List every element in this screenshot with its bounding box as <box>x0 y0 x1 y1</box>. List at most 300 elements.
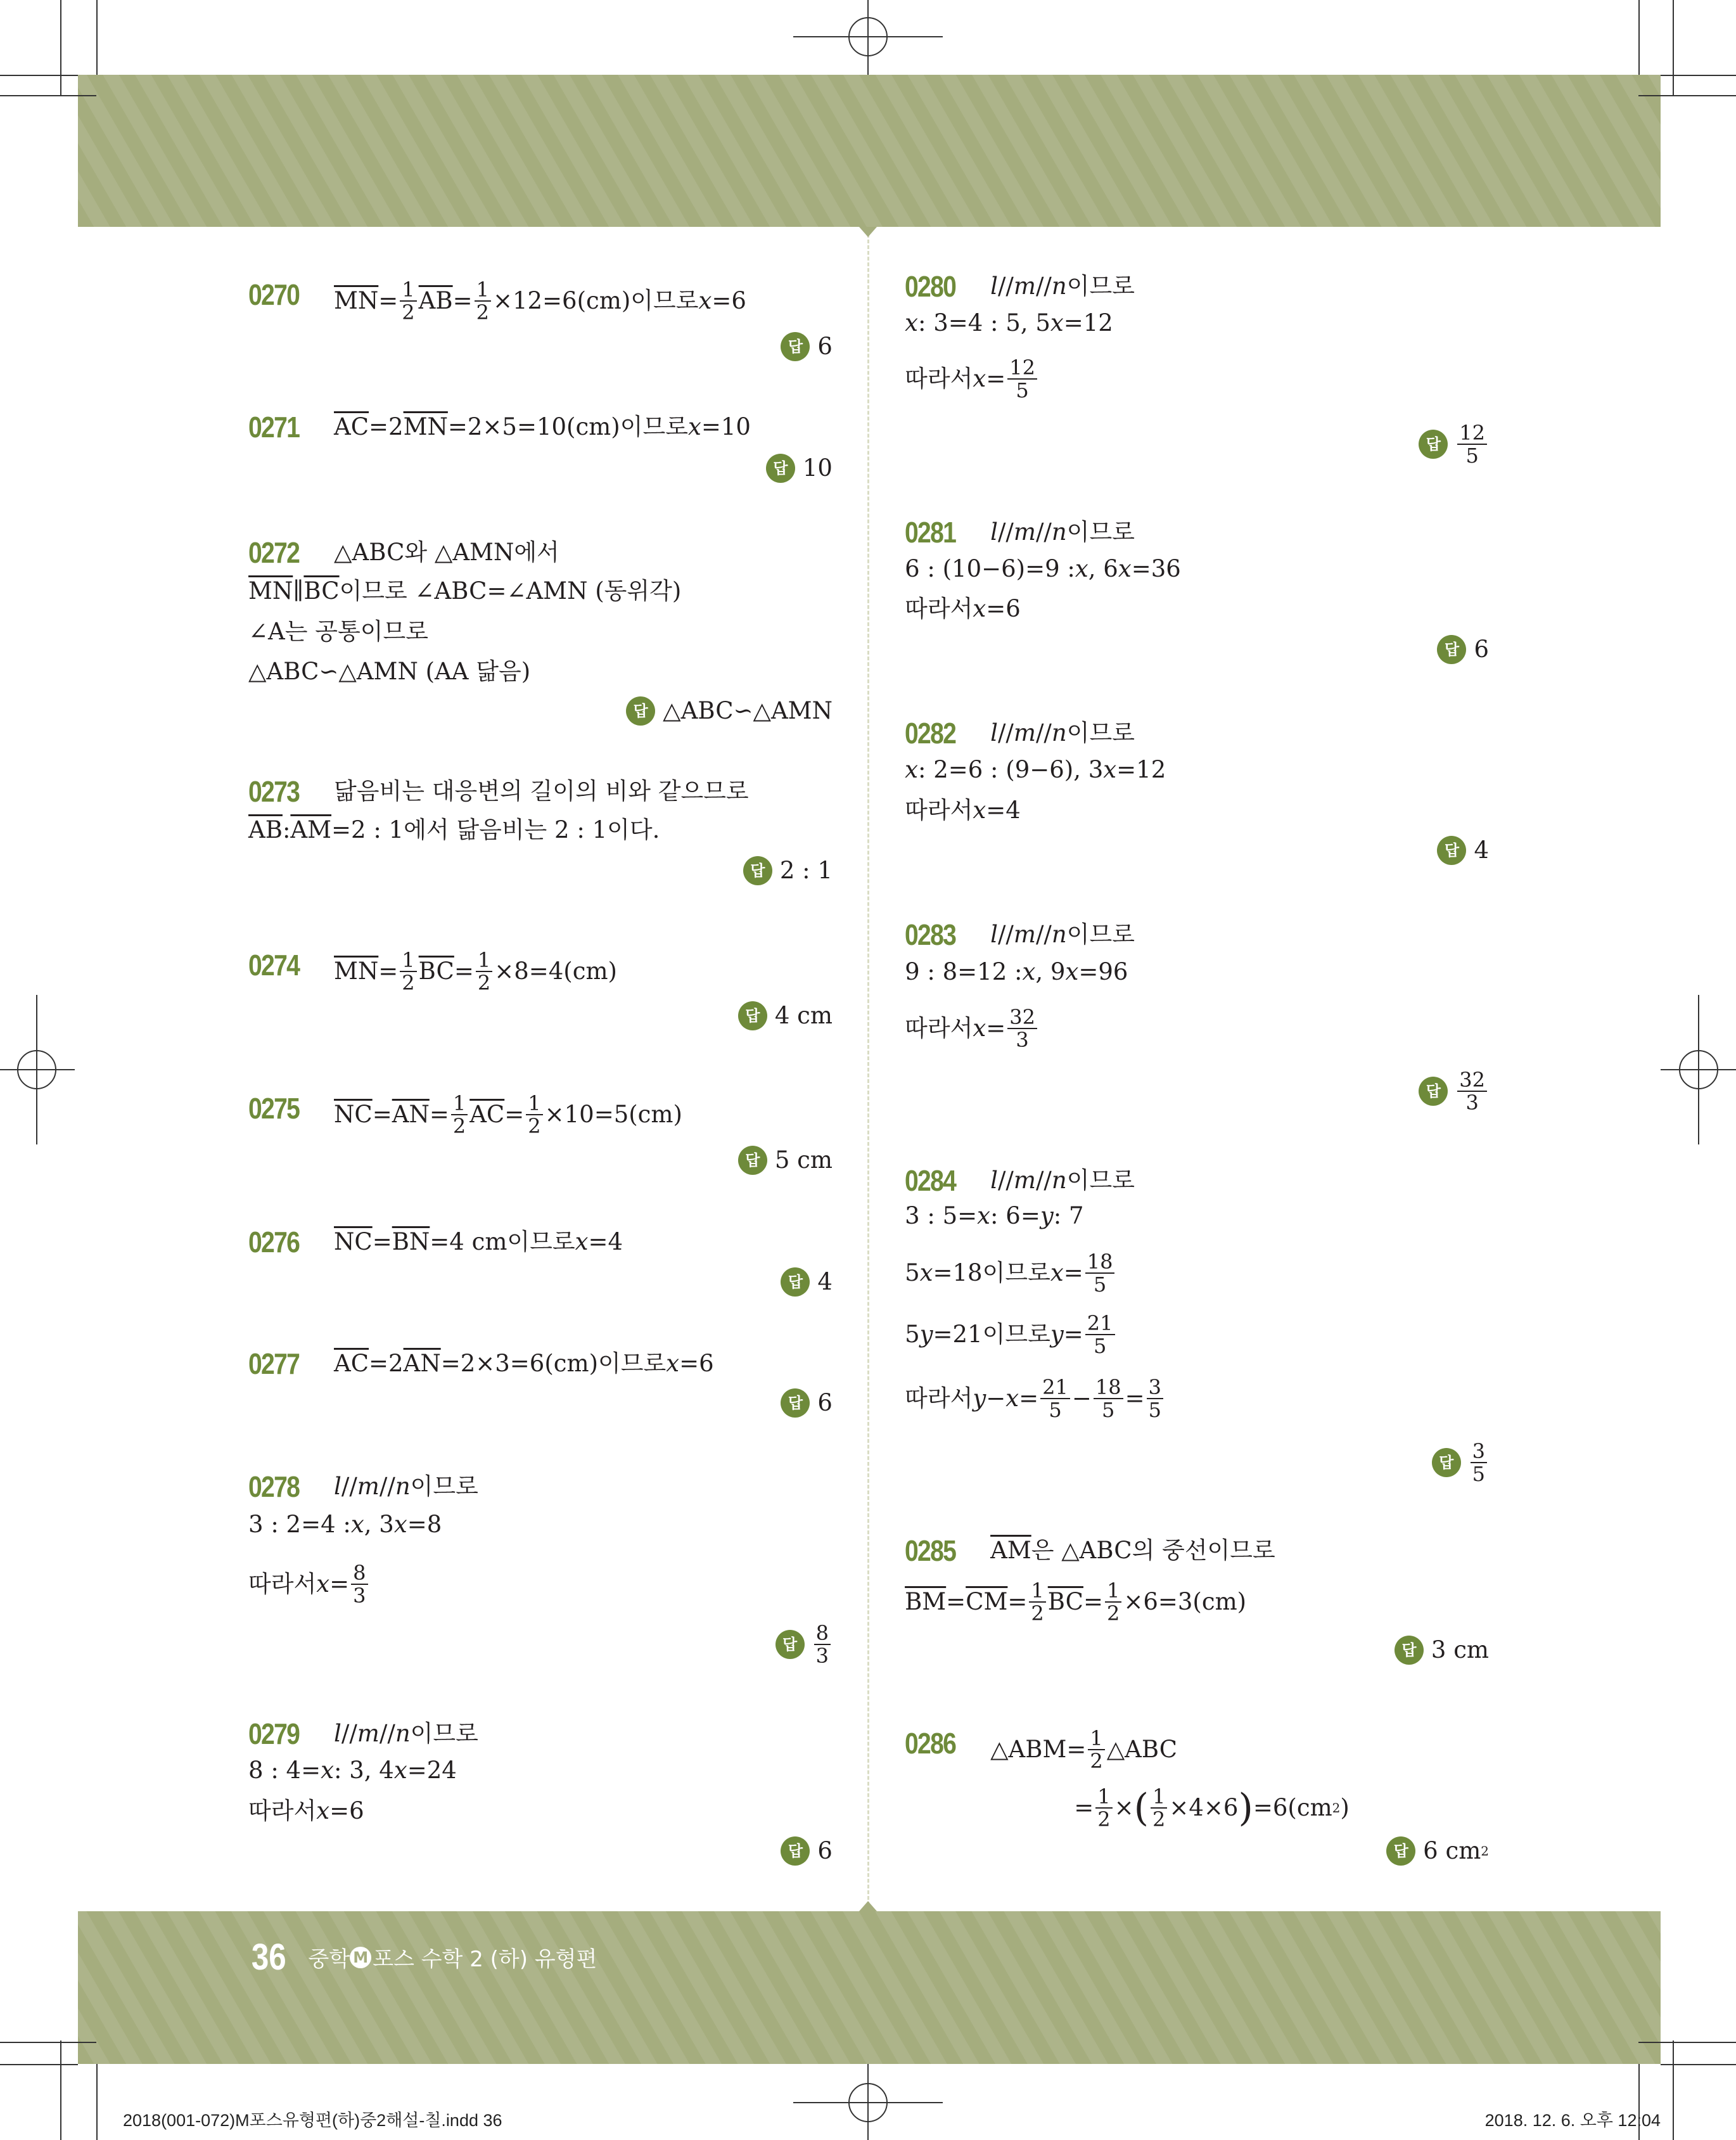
header-band <box>78 75 1661 227</box>
crop-mark <box>1661 75 1736 76</box>
segment-label: $\overline{AB}$ <box>418 287 453 315</box>
text-run: = <box>372 1228 392 1256</box>
segment-label: $\overline{AC}$ <box>469 1101 505 1129</box>
answer <box>1437 634 1489 665</box>
divider-notch-bottom <box>859 1901 877 1911</box>
text-run: 5 <box>905 1259 920 1286</box>
problem-number: 0272 <box>248 536 300 570</box>
variable: x <box>905 755 918 783</box>
variable: x <box>687 413 701 441</box>
solution-line <box>248 814 660 846</box>
text-run: 이므로 <box>1066 1167 1135 1195</box>
variable: l <box>990 719 998 746</box>
text-run: 이므로 <box>1066 518 1135 546</box>
denominator: 2 <box>528 1114 541 1139</box>
answer <box>1437 835 1489 866</box>
footer-title-pre: 중학 <box>308 1947 350 1972</box>
numerator: 1 <box>526 1092 542 1115</box>
text-run: 따라서 <box>905 797 973 824</box>
fraction <box>1094 1376 1123 1421</box>
fraction <box>1029 1580 1045 1624</box>
text-run: 이므로 <box>1066 719 1135 746</box>
text-run: =2×5=10(cm)이므로 <box>447 413 688 441</box>
problem-number: 0273 <box>248 775 300 809</box>
registration-circle <box>17 1050 56 1089</box>
answer-badge-icon: 답 <box>1437 836 1466 865</box>
denominator: 5 <box>1016 378 1029 403</box>
crop-mark <box>0 95 96 96</box>
solution-line <box>990 1165 1135 1196</box>
text-run: 4 cm <box>774 1001 833 1029</box>
text-run: △ABC∽△AMN (AA 닮음) <box>248 657 531 685</box>
variable: x <box>698 287 712 315</box>
segment-label: $\overline{AM}$ <box>990 1536 1031 1564</box>
solution-line <box>990 717 1135 749</box>
text-run: 8 : 4= <box>248 1756 321 1784</box>
numerator: 1 <box>1029 1580 1045 1603</box>
text-run: : <box>282 816 291 843</box>
answer <box>766 452 833 484</box>
crop-mark <box>0 2042 96 2043</box>
fraction <box>400 949 416 994</box>
text-run: − <box>1071 1385 1092 1413</box>
registration-circle <box>848 2083 888 2122</box>
solution-line <box>905 307 1113 339</box>
text-run: = <box>429 1101 449 1129</box>
text-run: , 3 <box>364 1511 394 1539</box>
variable: n <box>395 1719 411 1747</box>
numerator: 1 <box>400 949 416 972</box>
text-run: ×10=5(cm) <box>544 1101 682 1129</box>
variable: m <box>1013 1167 1036 1195</box>
text-run: 5 <box>905 1320 920 1348</box>
variable: x <box>575 1228 589 1256</box>
variable: l <box>990 921 998 949</box>
numerator: 12 <box>1457 422 1487 445</box>
denominator: 5 <box>1472 1462 1486 1487</box>
answer-badge-icon: 답 <box>738 1146 767 1175</box>
fraction <box>476 949 492 994</box>
solution-line <box>905 1312 1116 1357</box>
solution-line <box>334 411 751 443</box>
numerator: 1 <box>475 279 491 302</box>
slug-filename: 2018(001-072)M포스유형편(하)중2해설-칠.indd 36 <box>123 2111 502 2130</box>
text-run: 은 △ABC의 중선이므로 <box>1031 1536 1275 1564</box>
text-run: =12 <box>1063 309 1113 337</box>
problem-number: 0279 <box>248 1717 300 1750</box>
segment-label: $\overline{MN}$ <box>403 413 448 441</box>
solution-line <box>334 776 749 807</box>
variable: n <box>1051 272 1067 300</box>
variable: x <box>316 1570 330 1598</box>
fraction <box>451 1092 468 1137</box>
text-run: 2 : 1 <box>779 857 833 885</box>
text-run: =2 : 1에서 닮음비는 2 : 1이다. <box>331 816 660 843</box>
variable: l <box>990 1167 998 1195</box>
text-run: 3 : 5= <box>905 1202 978 1230</box>
text-run: // <box>997 1167 1014 1195</box>
answer <box>781 331 833 362</box>
problem-number: 0284 <box>905 1164 956 1198</box>
text-run: =2 <box>369 1349 404 1377</box>
text-run: = <box>452 287 473 315</box>
variable: x <box>977 1202 991 1230</box>
text-run: = <box>378 957 399 985</box>
fraction <box>1007 357 1037 401</box>
text-run: × <box>1114 1794 1134 1822</box>
crop-mark <box>96 0 98 75</box>
solution-line <box>248 1562 369 1606</box>
variable: x <box>350 1511 364 1539</box>
solution-line <box>248 656 530 688</box>
registration-circle <box>1679 1050 1718 1089</box>
segment-label: $\overline{MN}$ <box>334 957 379 985</box>
answer <box>1386 1835 1489 1867</box>
text-run: 이므로 <box>1066 272 1135 300</box>
answer-badge-icon: 답 <box>626 696 655 726</box>
variable: l <box>990 518 998 546</box>
variable: y <box>919 1320 933 1348</box>
problem-number: 0286 <box>905 1726 956 1760</box>
segment-label: $\overline{AN}$ <box>403 1349 441 1377</box>
text-run: △ABC와 △AMN에서 <box>334 539 559 567</box>
solution-line <box>990 271 1135 302</box>
solution-line <box>990 1727 1177 1772</box>
text-run: 6 <box>1474 636 1490 663</box>
fraction <box>1095 1786 1112 1830</box>
text-run: 따라서 <box>905 1015 973 1042</box>
variable: m <box>357 1719 380 1747</box>
variable: x <box>1075 555 1088 583</box>
problem-number: 0285 <box>905 1534 956 1567</box>
text-run: : 3=4 : 5, 5 <box>917 309 1050 337</box>
segment-label: $\overline{BC}$ <box>303 577 340 605</box>
variable: n <box>1051 518 1067 546</box>
segment-label: $\overline{CM}$ <box>966 1588 1008 1616</box>
problem-number: 0270 <box>248 278 300 312</box>
text-run: =6 <box>329 1797 364 1825</box>
text-run: ∠A는 공통이므로 <box>248 618 428 646</box>
numerator: 21 <box>1040 1376 1070 1399</box>
text-run: = <box>986 1015 1006 1042</box>
text-run: 4 <box>817 1267 833 1295</box>
solution-line <box>334 537 559 568</box>
answer-badge-icon: 답 <box>738 1001 767 1030</box>
numerator: 1 <box>1105 1580 1121 1603</box>
text-run: △ABM= <box>990 1735 1087 1763</box>
text-run: // <box>1035 272 1052 300</box>
fraction <box>1457 1069 1487 1113</box>
fraction <box>1007 1006 1037 1051</box>
text-run: // <box>379 1472 395 1500</box>
numerator: 1 <box>400 279 416 302</box>
numerator: 32 <box>1007 1006 1037 1029</box>
text-run: 이므로 ∠ABC=∠AMN (동위각) <box>339 577 682 605</box>
problem-number: 0280 <box>905 270 956 304</box>
segment-label: $\overline{AM}$ <box>290 816 332 843</box>
denominator: 5 <box>1093 1333 1107 1358</box>
text-run: 6 cm <box>1423 1836 1481 1864</box>
numerator: 32 <box>1457 1069 1487 1092</box>
variable: y <box>1040 1202 1054 1230</box>
text-run: = <box>504 1101 525 1129</box>
denominator: 2 <box>402 300 415 325</box>
answer <box>1432 1440 1489 1485</box>
variable: x <box>973 1015 986 1042</box>
text-run: 3 cm <box>1431 1636 1490 1664</box>
segment-label: $\overline{BC}$ <box>1047 1588 1083 1616</box>
segment-label: $\overline{MN}$ <box>248 577 293 605</box>
problem-number: 0275 <box>248 1092 300 1125</box>
variable: x <box>905 309 918 337</box>
answer-badge-icon: 답 <box>1386 1836 1415 1866</box>
solution-line <box>905 1580 1246 1624</box>
denominator: 5 <box>1148 1398 1161 1423</box>
text-run: // <box>997 518 1014 546</box>
text-run: : 6= <box>990 1202 1040 1230</box>
crop-mark <box>1638 0 1640 75</box>
answer <box>1419 1069 1489 1113</box>
solution-line <box>248 575 681 607</box>
problem-number: 0271 <box>248 411 300 444</box>
variable: x <box>1118 555 1132 583</box>
divider-notch-top <box>859 227 877 237</box>
solution-line <box>905 1251 1116 1295</box>
crop-mark <box>1673 0 1674 96</box>
text-run: = <box>329 1570 350 1598</box>
segment-label: $\overline{AC}$ <box>334 413 369 441</box>
text-run: 따라서 <box>905 365 973 393</box>
segment-label: $\overline{MN}$ <box>334 287 379 315</box>
text-run: =6 <box>679 1349 714 1377</box>
answer <box>626 695 833 727</box>
variable: l <box>990 272 998 300</box>
problem-number: 0278 <box>248 1470 300 1503</box>
answer-badge-icon: 답 <box>743 856 772 885</box>
text-run: = <box>454 957 474 985</box>
large-paren: ( <box>1133 1786 1149 1831</box>
footer-title <box>248 1936 597 1978</box>
answer <box>1419 422 1489 466</box>
answer-badge-icon: 답 <box>1419 430 1448 459</box>
crop-mark <box>1638 95 1736 96</box>
variable: m <box>1013 921 1036 949</box>
m-logo-icon: M <box>350 1947 371 1968</box>
variable: x <box>973 365 986 393</box>
variable: x <box>919 1259 933 1286</box>
text-run: = <box>1007 1588 1028 1616</box>
text-run: =4 cm이므로 <box>430 1228 575 1256</box>
denominator: 3 <box>1465 1091 1479 1115</box>
solution-line <box>248 1509 442 1541</box>
large-paren: ) <box>1238 1786 1253 1831</box>
text-run: = <box>1125 1385 1145 1413</box>
text-run: =96 <box>1078 958 1128 985</box>
solution-line <box>334 1471 478 1502</box>
answer-badge-icon: 답 <box>1419 1077 1448 1106</box>
numerator: 3 <box>1147 1376 1163 1399</box>
answer <box>743 855 833 887</box>
column-divider <box>867 228 869 1911</box>
answer <box>781 1387 833 1419</box>
text-run: =10 <box>701 413 751 441</box>
crop-mark <box>0 75 78 76</box>
text-run: // <box>379 1719 395 1747</box>
text-run: , 9 <box>1035 958 1066 985</box>
numerator: 1 <box>1088 1727 1104 1750</box>
variable: x <box>393 1756 407 1784</box>
answer-badge-icon: 답 <box>766 454 795 483</box>
segment-label: $\overline{BN}$ <box>392 1228 430 1256</box>
text-run: =2 <box>369 413 404 441</box>
variable: l <box>334 1719 341 1747</box>
answer <box>1395 1634 1489 1666</box>
answer-badge-icon: 답 <box>1432 1448 1461 1477</box>
variable: x <box>1050 309 1064 337</box>
segment-label: $\overline{AC}$ <box>334 1349 369 1377</box>
numerator: 12 <box>1007 357 1037 380</box>
text-run: // <box>997 921 1014 949</box>
variable: x <box>1050 1259 1064 1286</box>
text-run: // <box>1035 921 1052 949</box>
fraction <box>475 279 491 323</box>
text-run: // <box>1035 719 1052 746</box>
text-run: 6 <box>817 333 833 361</box>
text-run: =4 <box>986 797 1021 824</box>
denominator: 2 <box>1031 1601 1044 1626</box>
fraction <box>1088 1727 1104 1772</box>
solution-line <box>334 1718 478 1750</box>
variable: m <box>357 1472 380 1500</box>
denominator: 5 <box>1093 1272 1107 1297</box>
text-run: ∥ <box>293 577 304 605</box>
fraction <box>1151 1786 1167 1830</box>
answer-badge-icon: 답 <box>781 1388 810 1418</box>
crop-mark <box>1661 2064 1736 2065</box>
variable: x <box>973 797 986 824</box>
denominator: 2 <box>476 300 489 325</box>
fraction <box>351 1562 367 1606</box>
page-number: 36 <box>251 1937 286 1978</box>
text-run: 9 : 8=12 : <box>905 958 1023 985</box>
text-run: =4 <box>588 1228 623 1256</box>
variable: x <box>1103 755 1117 783</box>
text-run: 따라서 <box>248 1570 317 1598</box>
text-run: = <box>378 287 399 315</box>
problem-number: 0283 <box>905 918 956 952</box>
crop-mark <box>60 2041 61 2140</box>
text-run: 이므로 <box>1066 921 1135 949</box>
numerator: 8 <box>814 1622 831 1645</box>
segment-label: $\overline{BM}$ <box>905 1588 947 1616</box>
solution-line <box>905 754 1166 786</box>
text-run: = <box>1019 1385 1039 1413</box>
text-run: : 2=6 : (9−6), 3 <box>917 755 1104 783</box>
text-run: ×4×6 <box>1169 1794 1239 1822</box>
answer <box>738 1000 833 1032</box>
footer-title-post: 포스 수학 2 (하) 유형편 <box>373 1947 597 1972</box>
solution-line <box>334 1348 714 1380</box>
solution-line <box>990 919 1135 951</box>
text-run: 10 <box>802 454 833 482</box>
variable: n <box>1051 921 1067 949</box>
superscript: 2 <box>1332 1800 1341 1816</box>
solution-line <box>334 949 617 994</box>
text-run: = <box>372 1101 392 1129</box>
fraction <box>1085 1251 1115 1295</box>
variable: n <box>1051 1167 1067 1195</box>
text-run: =6(cm <box>1253 1794 1332 1822</box>
denominator: 5 <box>1102 1398 1115 1423</box>
solution-line <box>905 1376 1165 1421</box>
fraction <box>1040 1376 1070 1421</box>
text-run: =2×3=6(cm)이므로 <box>440 1349 667 1377</box>
solution-line <box>905 553 1181 585</box>
solution-line <box>990 516 1135 548</box>
solution-line <box>905 795 1021 826</box>
fraction <box>1085 1312 1115 1357</box>
segment-label: $\overline{AB}$ <box>248 816 283 843</box>
solution-line <box>905 1200 1083 1232</box>
numerator: 1 <box>451 1092 468 1115</box>
fraction <box>814 1622 831 1667</box>
text-run: = <box>1083 1588 1103 1616</box>
variable: y <box>973 1385 986 1413</box>
solution-line <box>248 1755 457 1786</box>
text-run: : 7 <box>1053 1202 1084 1230</box>
answer-badge-icon: 답 <box>781 1267 810 1297</box>
segment-label: $\overline{AN}$ <box>392 1101 430 1129</box>
numerator: 1 <box>1095 1786 1112 1809</box>
fraction <box>526 1092 542 1137</box>
answer-badge-icon: 답 <box>775 1630 805 1659</box>
text-run: =36 <box>1131 555 1181 583</box>
variable: x <box>666 1349 680 1377</box>
text-run: △ABC∽△AMN <box>663 697 833 725</box>
solution-line <box>905 1006 1039 1051</box>
text-run: =6 <box>712 287 746 315</box>
crop-mark <box>96 2064 98 2140</box>
text-run: // <box>341 1472 357 1500</box>
text-run: =6 <box>986 594 1021 622</box>
problem-number: 0277 <box>248 1347 300 1380</box>
answer <box>781 1835 833 1867</box>
text-run: = <box>1074 1794 1094 1822</box>
text-run: = <box>1063 1259 1083 1286</box>
answer-badge-icon: 답 <box>781 1836 810 1866</box>
denominator: 5 <box>1049 1398 1062 1423</box>
text-run: 닮음비는 대응변의 길이의 비와 같으므로 <box>334 778 749 805</box>
text-run: 3 : 2=4 : <box>248 1511 351 1539</box>
solution-line <box>990 1535 1275 1567</box>
answer-badge-icon: 답 <box>1437 635 1466 664</box>
answer <box>775 1622 833 1667</box>
denominator: 2 <box>1106 1601 1120 1626</box>
text-run: ×8=4(cm) <box>494 957 617 985</box>
crop-mark <box>1638 2042 1736 2043</box>
text-run: =12 <box>1116 755 1166 783</box>
text-run: 6 <box>817 1836 833 1864</box>
variable: n <box>1051 719 1067 746</box>
text-run: , 6 <box>1088 555 1118 583</box>
text-run: 6 : (10−6)=9 : <box>905 555 1075 583</box>
denominator: 2 <box>402 970 415 995</box>
numerator: 1 <box>1151 1786 1167 1809</box>
numerator: 1 <box>476 949 492 972</box>
text-run: = <box>1063 1320 1083 1348</box>
solution-line <box>905 357 1039 401</box>
denominator: 2 <box>1090 1748 1103 1773</box>
